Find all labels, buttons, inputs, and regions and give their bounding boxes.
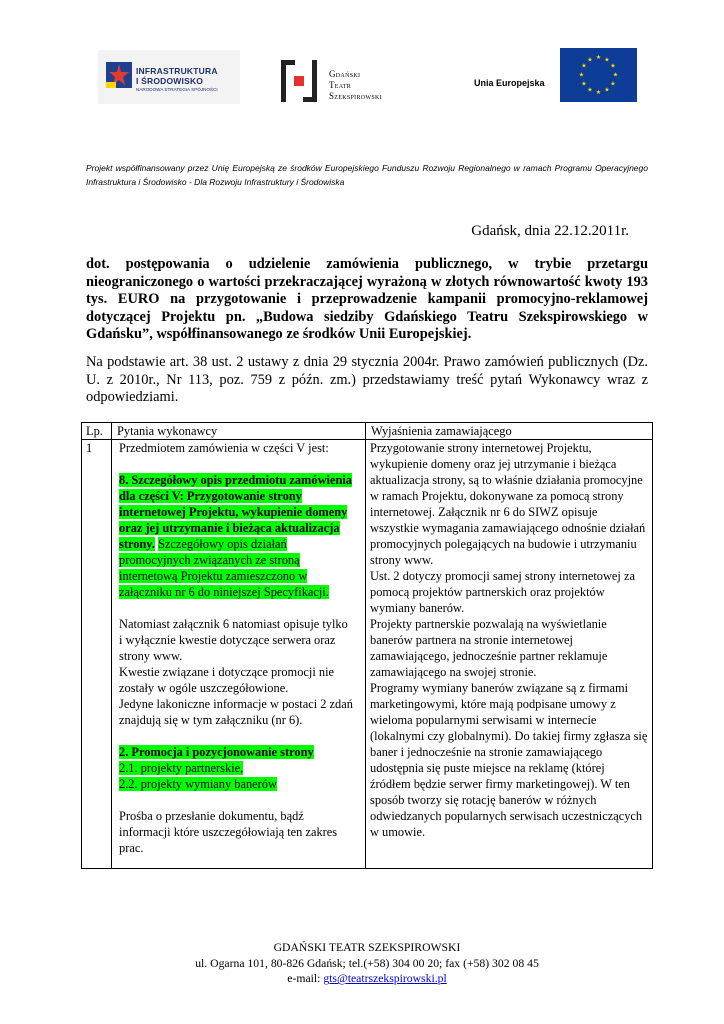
question-paragraph: Prośba o przesłanie dokumentu, bądź informacji które uszczegółowiają ten zakres prac. bbox=[119, 809, 338, 855]
question-intro: Przedmiotem zamówienia w części V jest: bbox=[119, 441, 329, 455]
question-paragraph: Jedyne lakoniczne informacje w postaci 2 zdań znajdują się w tym załączniku (nr 6). bbox=[119, 697, 353, 727]
answer-paragraph: Przygotowanie strony internetowej Projektu, wykupienie domeny oraz jej utrzymanie i bieżąca aktualizacja strony, są to właśnie działania promocyjne w ramach Projektu, dokonywane za pomocą strony internetowej. Załącznik nr 6 do SIWZ opisuje wszystkie wymagania zamawiającego odnośnie działań promocyjnych polegających na budowie i utrzymaniu strony www. bbox=[370, 441, 646, 567]
question-cell bbox=[119, 440, 353, 856]
footer-email-label: e-mail: bbox=[287, 972, 321, 986]
question-paragraph: Natomiast załącznik 6 natomiast opisuje tylko i wyłącznie kwestie dotyczące serwera oraz strony www. bbox=[119, 617, 348, 663]
svg-text:★: ★ bbox=[578, 71, 585, 79]
infrastruktura-tagline: NARODOWA STRATEGIA SPÓJNOŚCI bbox=[136, 87, 218, 92]
question-highlight-heading: 2. Promocja i pozycjonowanie strony bbox=[119, 745, 314, 759]
question-highlight-text: Szczegółowy opis działań promocyjnych związanych ze stroną internetową Projektu zamieszczono w załączniku nr 6 do niniejszej Specyfikacji. bbox=[119, 537, 329, 599]
question-highlight-item: 2.2. projekty wymiany banerów bbox=[119, 777, 277, 791]
svg-text:★: ★ bbox=[581, 80, 587, 88]
answer-paragraph: Ust. 2 dotyczy promocji samej strony internetowej za pomocą projektów partnerskich oraz projektów wymiany banerów. bbox=[370, 569, 635, 615]
col-header-questions: Pytania wykonawcy bbox=[117, 424, 218, 438]
answer-cell bbox=[370, 440, 648, 840]
svg-text:★: ★ bbox=[595, 54, 602, 61]
letter-date: Gdańsk, dnia 22.12.2011r. bbox=[471, 223, 629, 239]
infrastruktura-line2: I ŚRODOWISKO bbox=[136, 76, 204, 86]
svg-text:★: ★ bbox=[612, 71, 619, 79]
question-paragraph: Kwestie związane i dotyczące promocji nie zostały w ogóle uszczegółowione. bbox=[119, 665, 335, 695]
svg-text:★: ★ bbox=[595, 89, 602, 96]
question-highlight-item: 2.1. projekty partnerskie, bbox=[119, 761, 244, 775]
infrastruktura-star-icon bbox=[104, 60, 134, 90]
col-header-answers: Wyjaśnienia zamawiającego bbox=[371, 424, 512, 438]
footer-address: ul. Ogarna 101, 80-826 Gdańsk; tel.(+58) 304 00 20; fax (+58) 302 08 45 bbox=[195, 956, 539, 970]
infrastruktura-logo bbox=[98, 50, 240, 104]
svg-text:★: ★ bbox=[604, 56, 610, 64]
gts-line3: Szekspirowski bbox=[329, 91, 382, 101]
svg-text:★: ★ bbox=[587, 86, 593, 94]
project-cofinancing-note: Projekt współfinansowany przez Unię Europejską ze środków Europejskiego Funduszu Rozwoju Regionalnego w ramach Programu Operacyjnego Infrastruktura i Środowisko - Dla Rozwoju Infrastruktury i Środowiska bbox=[86, 163, 648, 187]
answer-paragraph: Programy wymiany banerów związane są z firmami marketingowymi, które mają podpisane umowy z wieloma popularnymi serwisami w internecie (lokalnymi czy globalnymi). Do takiej firmy zgłasza się baner i jednocześnie na stronie zamawiającego udostępnia się puste miejsce na reklamę (której źródłem będzie serwer firmy marketingowej). W ten sposób tworzy się rotację banerów w różnych odwiedzanych popularnych serwisach uczestniczących w umowie. bbox=[370, 681, 648, 839]
letter-subject: dot. postępowania o udzielenie zamówienia publicznego, w trybie przetargu nieograniczonego o wartości przekraczającej wyrażoną w złotych równowartość kwoty 193 tys. EURO na przygotowanie i przeprowadzenie kampanii promocyjno-reklamowej dotyczącej Projektu pn. „Budowa siedziby Gdańskiego Teatru Szekspirowskiego w Gdańsku”, współfinansowanego ze środków Unii Europejskiej. bbox=[86, 256, 648, 343]
infrastruktura-line1: INFRASTRUKTURA bbox=[136, 66, 218, 76]
eu-flag-icon bbox=[560, 48, 637, 102]
footer-email-link[interactable]: gts@teatrszekspirowski.pl bbox=[323, 972, 447, 986]
gts-logo bbox=[279, 58, 409, 106]
gts-line1: Gdański bbox=[329, 69, 361, 79]
gts-mark-icon bbox=[279, 58, 319, 104]
svg-text:★: ★ bbox=[587, 56, 593, 64]
table-divider bbox=[365, 423, 366, 868]
footer-org-name: GDAŃSKI TEATR SZEKSPIROWSKI bbox=[273, 941, 461, 954]
svg-text:★: ★ bbox=[610, 62, 616, 70]
table-divider bbox=[111, 423, 112, 868]
eu-label: Unia Europejska bbox=[474, 78, 545, 88]
svg-text:★: ★ bbox=[604, 86, 610, 94]
letter-intro: Na podstawie art. 38 ust. 2 ustawy z dnia 29 stycznia 2004r. Prawo zamówień publicznych (Dz. U. z 2010r., Nr 113, poz. 759 z późn. zm.) przedstawiamy treść pytań Wykonawcy wraz z odpowiedziami. bbox=[86, 354, 648, 406]
qa-table bbox=[81, 422, 653, 869]
footer bbox=[86, 940, 648, 987]
row-number: 1 bbox=[86, 441, 93, 455]
question-highlight-heading: 8. Szczegółowy opis przedmiotu zamówienia dla części V: Przygotowanie strony internetowej Projektu, wykupienie domeny oraz jej utrzymanie i bieżąca aktualizacja strony. bbox=[119, 473, 352, 551]
col-header-lp: Lp. bbox=[86, 424, 103, 438]
svg-text:★: ★ bbox=[581, 62, 587, 70]
answer-paragraph: Projekty partnerskie pozwalają na wyświetlanie banerów partnera na stronie internetowej zamawiającego, jednocześnie partner reklamuje zamawiającego na swojej stronie. bbox=[370, 617, 608, 679]
svg-text:★: ★ bbox=[610, 80, 616, 88]
gts-line2: Teatr bbox=[329, 80, 351, 90]
